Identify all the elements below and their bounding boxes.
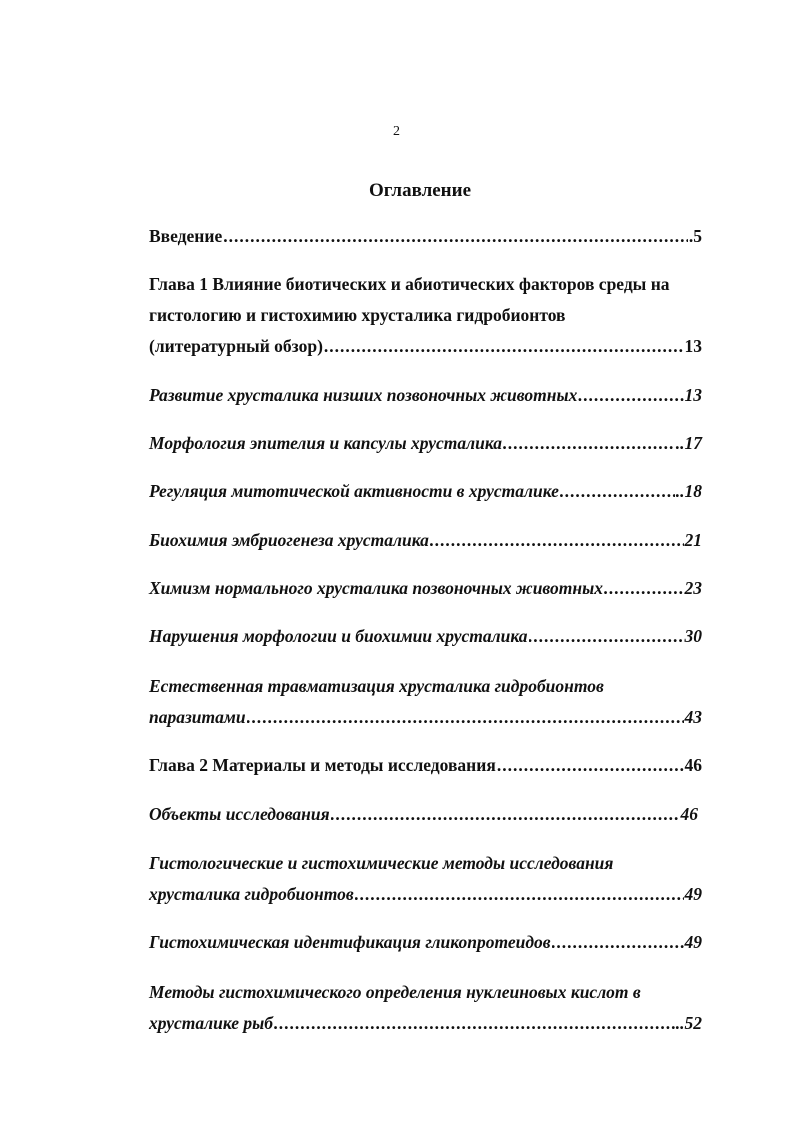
toc-entry-introduction[interactable]	[149, 226, 702, 257]
toc-title: Оглавление	[368, 180, 472, 201]
toc-entry-text: Химизм нормального хрусталика позвоночных животных	[149, 578, 603, 598]
toc-entry-text: хрусталика гидробионтов	[149, 884, 354, 904]
toc-entry-page: 21	[684, 530, 702, 550]
toc-entry-text: Введение	[149, 226, 223, 246]
toc-entry-page: 49	[684, 884, 702, 904]
toc-entry-text: Биохимия эмбриогенеза хрусталика	[149, 530, 429, 550]
dot-leader	[430, 530, 684, 551]
dot-leader	[503, 433, 675, 454]
toc-entry-text: Регуляция митотической активности в хрусталике	[149, 481, 559, 501]
toc-entry-page: ..18	[675, 481, 702, 501]
toc-entry-glycoprotein-identification[interactable]	[149, 932, 702, 963]
dot-leader	[497, 755, 684, 776]
dot-leader	[578, 385, 683, 406]
toc-entry-page: 46	[684, 755, 702, 775]
toc-entry-mitotic-regulation[interactable]	[149, 481, 702, 512]
toc-entry-text: Нарушения морфологии и биохимии хрусталика	[149, 626, 528, 646]
toc-entry-morphology-disorders[interactable]	[149, 626, 702, 657]
dot-leader	[274, 1013, 675, 1034]
dot-leader	[247, 707, 684, 728]
toc-entry-text: гистологию и гистохимию хрусталика гидробионтов	[149, 305, 566, 325]
toc-entry-chapter-2[interactable]	[149, 755, 702, 786]
toc-entry-nucleic-acid-methods[interactable]	[149, 982, 702, 1044]
dot-leader	[324, 336, 684, 357]
toc-entry-page: 13	[684, 336, 702, 356]
dot-leader	[355, 884, 684, 905]
toc-entry-page: 30	[684, 626, 702, 646]
dot-leader	[560, 481, 675, 502]
toc-entry-normal-lens-chemistry[interactable]	[149, 578, 702, 609]
toc-entry-page: .5	[688, 226, 702, 246]
toc-entry-parasite-traumatization[interactable]	[149, 676, 702, 738]
toc-entry-page: ..52	[675, 1013, 702, 1033]
toc-entry-page: 46	[680, 804, 698, 824]
page-number: 2	[393, 124, 400, 139]
toc-entry-research-objects[interactable]	[149, 804, 698, 835]
toc-entry-page: 43	[684, 707, 702, 727]
toc-entry-embryogenesis-biochemistry[interactable]	[149, 530, 702, 561]
toc-entry-page: 23	[684, 578, 702, 598]
toc-entry-text: Естественная травматизация хрусталика гидробионтов	[149, 676, 604, 696]
toc-entry-page: 13	[684, 385, 702, 405]
dot-leader	[552, 932, 684, 953]
toc-entry-text: хрусталике рыб	[149, 1013, 273, 1033]
toc-entry-lens-development[interactable]	[149, 385, 702, 416]
toc-entry-page: 49	[684, 932, 702, 952]
toc-entry-page: ..17	[675, 433, 702, 453]
dot-leader	[529, 626, 684, 647]
toc-entry-text: Глава 2 Материалы и методы исследования	[149, 755, 496, 775]
toc-entry-text: Методы гистохимического определения нуклеиновых кислот в	[149, 982, 641, 1002]
toc-entry-text: Объекты исследования	[149, 804, 330, 824]
toc-entry-text: паразитами	[149, 707, 246, 727]
toc-entry-text: Гистологические и гистохимические методы исследования	[149, 853, 614, 873]
toc-entry-chapter-1[interactable]	[149, 274, 702, 367]
toc-entry-text: Развитие хрусталика низших позвоночных животных	[149, 385, 578, 405]
toc-entry-histological-methods[interactable]	[149, 853, 702, 915]
dot-leader	[604, 578, 684, 599]
toc-entry-text: Морфология эпителия и капсулы хрусталика	[149, 433, 503, 453]
dot-leader	[331, 804, 680, 825]
toc-entry-epithelium-morphology[interactable]	[149, 433, 702, 464]
toc-entry-text: (литературный обзор)	[149, 336, 323, 356]
dot-leader	[223, 226, 688, 247]
toc-entry-text: Глава 1 Влияние биотических и абиотических факторов среды на	[149, 274, 670, 294]
toc-entry-text: Гистохимическая идентификация гликопротеидов	[149, 932, 551, 952]
